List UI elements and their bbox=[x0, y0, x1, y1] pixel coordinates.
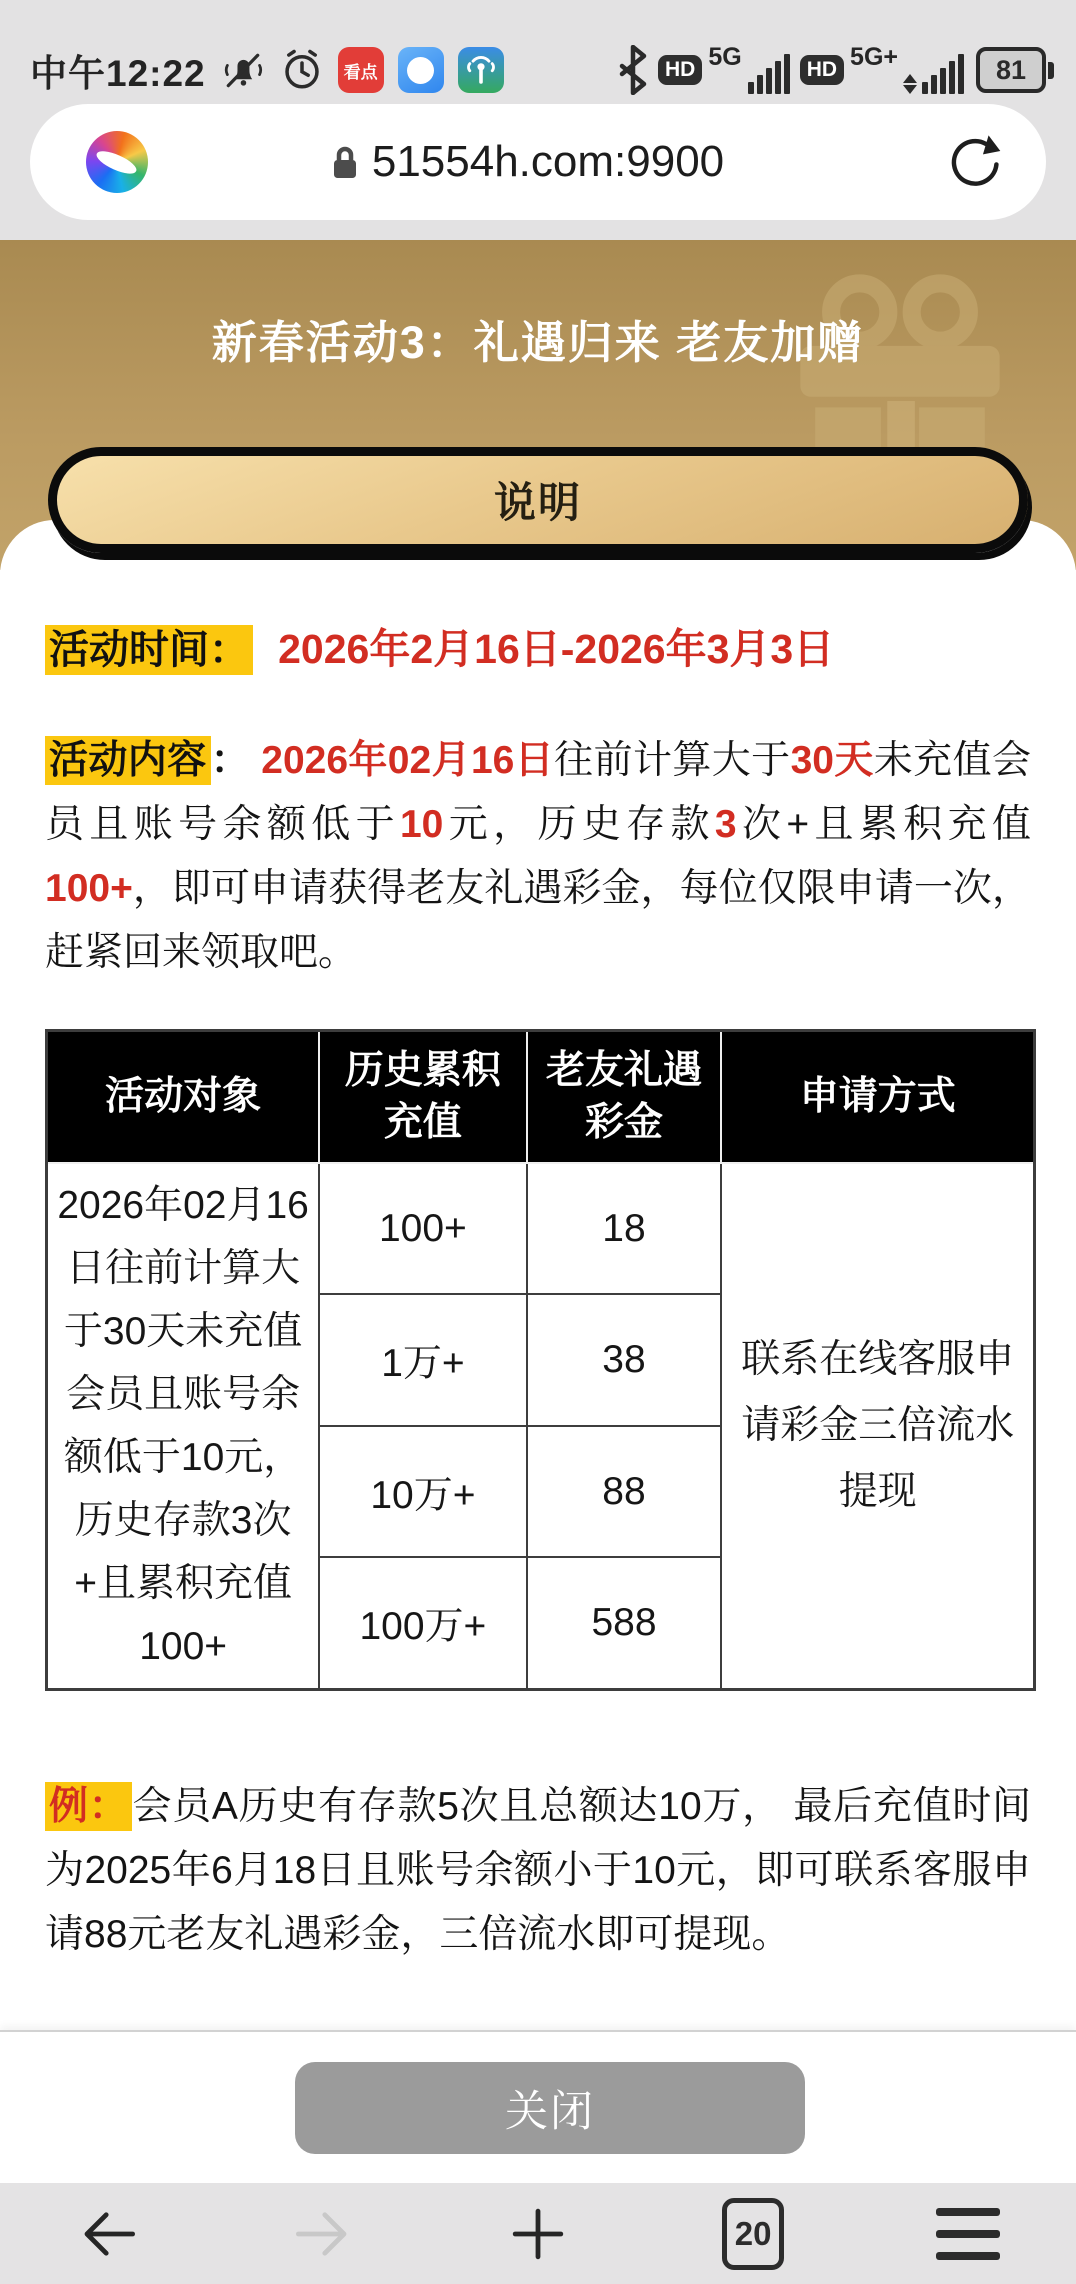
app-icon-browser bbox=[398, 47, 444, 93]
content-seg-6: 3 bbox=[714, 803, 737, 846]
col-header-bonus: 老友礼遇彩金 bbox=[527, 1031, 722, 1164]
bonus-cell: 88 bbox=[527, 1426, 722, 1557]
signal-sim2 bbox=[850, 43, 964, 94]
forward-button[interactable] bbox=[263, 2189, 383, 2279]
hd-badge-2: HD bbox=[800, 55, 844, 85]
app-icon-kandian-label: 看点 bbox=[343, 62, 378, 82]
tab-count: 20 bbox=[722, 2198, 784, 2270]
signal-sim1 bbox=[708, 43, 789, 94]
copilot-logo-icon[interactable] bbox=[86, 131, 148, 193]
net2-label: 5G+ bbox=[850, 43, 898, 71]
promo-sheet bbox=[0, 520, 1076, 2183]
url-bar[interactable] bbox=[30, 104, 1046, 220]
deposit-cell: 100+ bbox=[319, 1163, 526, 1294]
table-row bbox=[47, 1163, 1035, 1294]
net1-label: 5G bbox=[708, 43, 742, 71]
bluetooth-icon bbox=[618, 45, 648, 95]
content-seg-4: 10 bbox=[399, 803, 444, 846]
status-bar bbox=[0, 38, 1076, 102]
content-seg-5: 元，历史存款 bbox=[443, 803, 715, 846]
activity-content-label: 活动内容 bbox=[45, 736, 211, 785]
data-arrows-icon bbox=[903, 54, 917, 94]
deposit-cell: 1万+ bbox=[319, 1294, 526, 1425]
content-seg-9: ，即可申请获得老友礼遇彩金，每位仅限申请一次，赶紧回来领取吧。 bbox=[45, 867, 1031, 974]
content-seg-7: 次+且累积充值 bbox=[736, 803, 1031, 846]
tabs-button[interactable] bbox=[693, 2189, 813, 2279]
new-tab-button[interactable] bbox=[478, 2189, 598, 2279]
battery-percent: 81 bbox=[995, 54, 1027, 85]
close-button[interactable]: 关闭 bbox=[295, 2062, 805, 2154]
browser-bottom-nav bbox=[0, 2183, 1076, 2284]
apply-cell: 联系在线客服申请彩金三倍流水提现 bbox=[721, 1163, 1034, 1690]
status-time: 中午12:22 bbox=[30, 53, 206, 94]
lock-icon bbox=[330, 143, 360, 181]
content-seg-0: 2026年02月16日 bbox=[261, 739, 555, 782]
deposit-cell: 100万+ bbox=[319, 1557, 526, 1689]
col-header-apply: 申请方式 bbox=[721, 1031, 1034, 1164]
bonus-cell: 588 bbox=[527, 1557, 722, 1689]
activity-time-value: 2026年2月16日-2026年3月3日 bbox=[278, 626, 835, 672]
signal-bars-1 bbox=[745, 54, 790, 94]
menu-button[interactable] bbox=[908, 2189, 1028, 2279]
content-seg-3: 未充值会员且账号余额低于 bbox=[45, 739, 1031, 846]
deposit-cell: 10万+ bbox=[319, 1426, 526, 1557]
col-header-deposit: 历史累积充值 bbox=[319, 1031, 526, 1164]
activity-time-label: 活动时间： bbox=[45, 625, 253, 675]
hd-badge-1: HD bbox=[658, 55, 702, 85]
content-seg-8: 100+ bbox=[45, 867, 133, 910]
bonus-cell: 38 bbox=[527, 1294, 722, 1425]
promo-title: 新春活动3：礼遇归来 老友加赠 bbox=[211, 317, 865, 368]
reload-button[interactable] bbox=[946, 132, 1002, 193]
bonus-cell: 18 bbox=[527, 1163, 722, 1294]
example-paragraph bbox=[45, 1775, 1031, 1967]
alarm-icon bbox=[280, 48, 324, 92]
sheet-footer bbox=[0, 2030, 1076, 2185]
activity-time-row bbox=[45, 616, 1031, 675]
mute-icon bbox=[220, 47, 266, 93]
target-cell: 2026年02月16日往前计算大于30天未充值会员且账号余额低于10元，历史存款3次+且累积充值100+ bbox=[47, 1163, 320, 1690]
browser-chrome bbox=[0, 0, 1076, 240]
example-label: 例： bbox=[45, 1782, 132, 1831]
signal-bars-2 bbox=[919, 54, 964, 94]
example-text: 会员A历史有存款5次且总额达10万， 最后充值时间为2025年6月18日且账号余额小于10元，即可联系客服申请88元老友礼遇彩金，三倍流水即可提现。 bbox=[45, 1785, 1031, 1956]
activity-content-colon: ： bbox=[210, 739, 251, 782]
col-header-target: 活动对象 bbox=[47, 1031, 320, 1164]
bonus-table bbox=[45, 1029, 1036, 1691]
back-button[interactable] bbox=[48, 2189, 168, 2279]
info-button[interactable]: 说明 bbox=[48, 447, 1028, 553]
content-seg-2: 30天 bbox=[790, 739, 874, 782]
battery-indicator bbox=[976, 47, 1054, 93]
app-icon-wifi-key bbox=[458, 47, 504, 93]
hamburger-icon bbox=[936, 2208, 1000, 2260]
activity-content-paragraph bbox=[45, 729, 1031, 985]
table-header-row bbox=[47, 1031, 1035, 1164]
url-text[interactable]: 51554h.com:9900 bbox=[371, 137, 725, 186]
app-icon-kandian bbox=[338, 47, 384, 93]
content-seg-1: 往前计算大于 bbox=[554, 739, 791, 782]
